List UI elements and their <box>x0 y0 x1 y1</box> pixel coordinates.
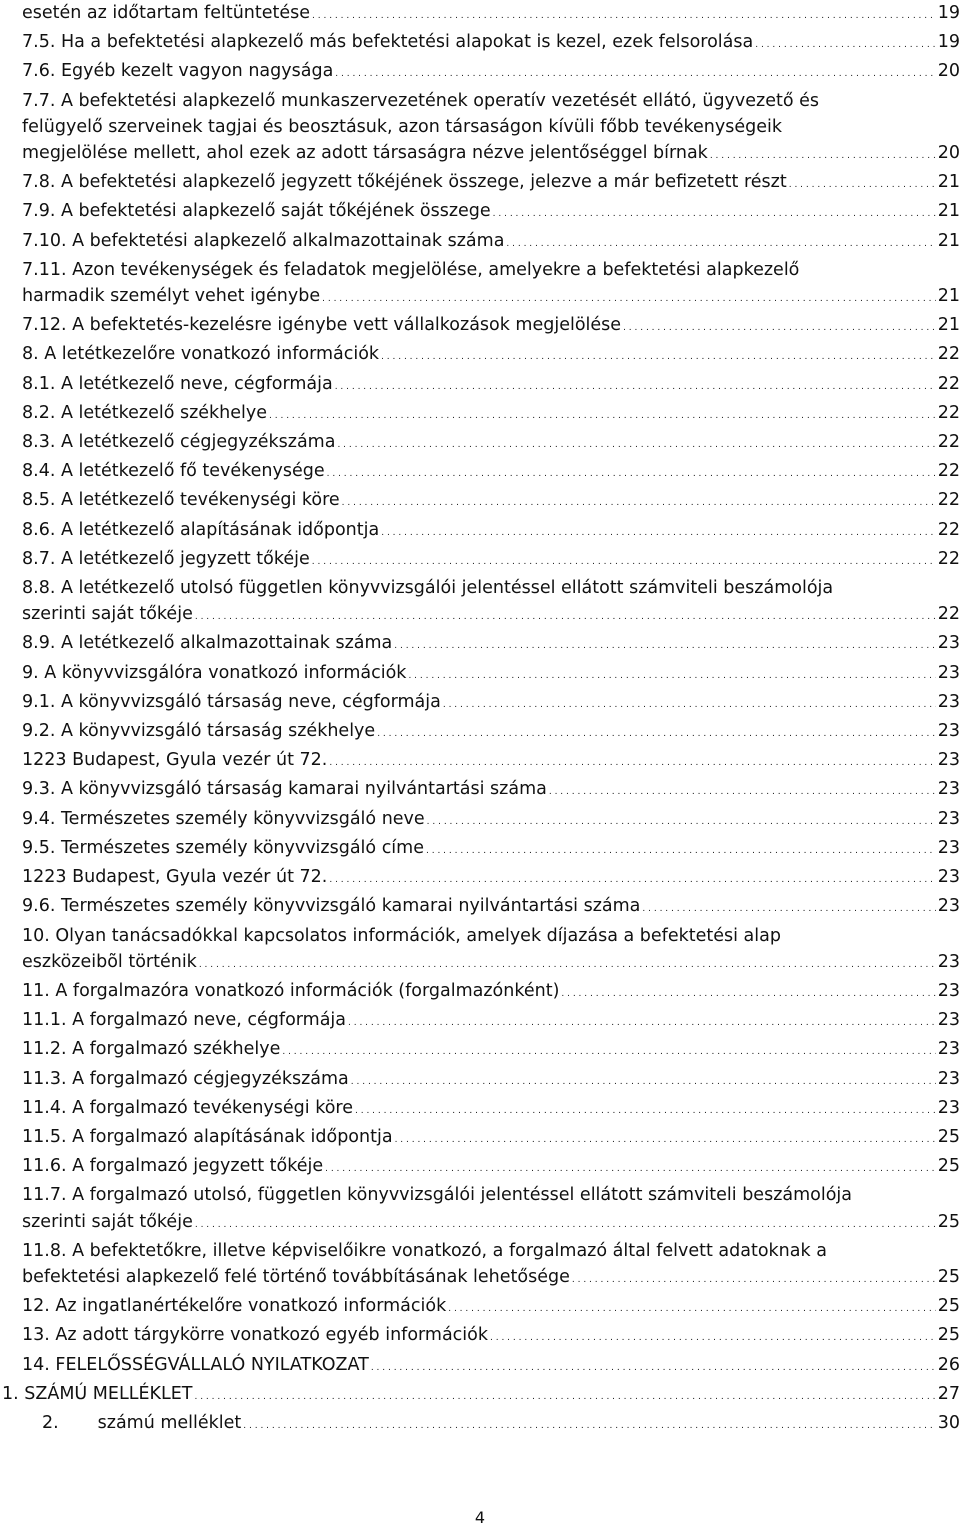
dot-leader <box>199 949 936 978</box>
toc-entry-title: 8.3. A letétkezelő cégjegyzékszáma <box>22 432 336 453</box>
toc-entry[interactable] <box>22 58 960 87</box>
dot-leader <box>322 283 936 312</box>
toc-page-number: 25 <box>937 1266 960 1287</box>
toc-page-number: 25 <box>937 1126 960 1147</box>
toc-entry-title: 1223 Budapest, Gyula vezér út 72. <box>22 750 328 771</box>
toc-entry-title: 9.4. Természetes személy könyvvizsgáló neve <box>22 808 425 829</box>
dot-leader <box>549 776 936 805</box>
toc-page-number: 23 <box>937 808 960 829</box>
toc-entry[interactable] <box>22 575 960 630</box>
toc-entry-title: 11.3. A forgalmazó cégjegyzékszáma <box>22 1068 349 1089</box>
toc-entry[interactable] <box>22 630 960 659</box>
toc-entry-text-line: 11.8. A befektetőkre, illetve képviselőikre vonatkozó, a forgalmazó által felvett adatoknak a <box>22 1240 827 1261</box>
toc-page-number: 22 <box>937 604 960 625</box>
page-number: 4 <box>474 1508 486 1527</box>
toc-page-number: 25 <box>937 1296 960 1317</box>
toc-entry-title: 8.2. A letétkezelő székhelye <box>22 402 268 423</box>
toc-entry[interactable] <box>22 1066 960 1095</box>
toc-page-number: 22 <box>937 490 960 511</box>
toc-entry[interactable] <box>22 429 960 458</box>
toc-page-number: 23 <box>937 691 960 712</box>
dot-leader <box>195 1209 936 1238</box>
toc-entry-title: 12. Az ingatlanértékelőre vonatkozó információk <box>22 1296 447 1317</box>
toc-page-number: 22 <box>937 373 960 394</box>
toc-entry[interactable] <box>22 198 960 227</box>
toc-entry[interactable] <box>22 660 960 689</box>
toc-entry[interactable] <box>2 1381 960 1410</box>
toc-entry[interactable] <box>22 689 960 718</box>
dot-leader <box>337 429 935 458</box>
dot-leader <box>312 0 936 29</box>
toc-entry[interactable] <box>22 864 960 893</box>
dot-leader <box>642 893 935 922</box>
toc-entry[interactable] <box>22 1153 960 1182</box>
toc-page-number: 23 <box>937 1097 960 1118</box>
toc-entry-title: megjelölése mellett, ahol ezek az adott társaságra nézve jelentőséggel bírnak <box>22 143 708 164</box>
toc-page-number: 21 <box>937 315 960 336</box>
dot-leader <box>394 630 935 659</box>
toc-page-number: 27 <box>937 1383 960 1404</box>
dot-leader <box>493 198 936 227</box>
toc-entry-title: 11. A forgalmazóra vonatkozó információk (forgalmazónként) <box>22 980 560 1001</box>
dot-leader <box>506 228 935 257</box>
toc-page-number: 23 <box>937 837 960 858</box>
toc-entry[interactable] <box>22 0 960 29</box>
toc-entry[interactable] <box>22 546 960 575</box>
toc-entry-title: harmadik személyt vehet igénybe <box>22 286 321 307</box>
toc-entry[interactable] <box>22 893 960 922</box>
toc-page-number: 22 <box>937 432 960 453</box>
dot-leader <box>443 689 936 718</box>
toc-page-number: 23 <box>937 633 960 654</box>
toc-entry[interactable] <box>22 776 960 805</box>
toc-page-number: 30 <box>937 1412 960 1433</box>
toc-entry[interactable] <box>42 1410 960 1439</box>
toc-entry[interactable] <box>22 718 960 747</box>
toc-entry[interactable] <box>22 169 960 198</box>
toc-entry[interactable] <box>22 88 960 170</box>
dot-leader <box>243 1410 935 1439</box>
toc-entry-title: esetén az időtartam feltüntetése <box>22 3 311 23</box>
toc-entry-title: 9.2. A könyvvizsgáló társaság székhelye <box>22 721 376 742</box>
dot-leader <box>381 341 936 370</box>
toc-page-number: 20 <box>937 61 960 82</box>
toc-entry[interactable] <box>22 747 960 776</box>
dot-leader <box>426 835 936 864</box>
toc-page-number: 21 <box>937 230 960 251</box>
toc-entry[interactable] <box>22 1036 960 1065</box>
dot-leader <box>710 140 936 169</box>
toc-page-number: 21 <box>937 172 960 193</box>
toc-entry-title: 9.1. A könyvvizsgáló társaság neve, cégformája <box>22 691 441 712</box>
toc-entry[interactable] <box>22 1238 960 1293</box>
toc-entry[interactable] <box>22 257 960 312</box>
toc-entry[interactable] <box>22 1293 960 1322</box>
dot-leader <box>329 747 935 776</box>
toc-entry-title: 7.8. A befektetési alapkezelő jegyzett tőkéjének összege, jelezve a már befizetett részt <box>22 172 787 193</box>
toc-entry-title: 1. SZÁMÚ MELLÉKLET <box>2 1383 193 1404</box>
toc-entry-title: 9.6. Természetes személy könyvvizsgáló kamarai nyilvántartási száma <box>22 896 641 917</box>
toc-entry-title: 7.6. Egyéb kezelt vagyon nagysága <box>22 61 334 82</box>
toc-entry-text-line: 10. Olyan tanácsadókkal kapcsolatos információk, amelyek díjazása a befektetési alap <box>22 925 781 946</box>
toc-entry-title: szerinti saját tőkéje <box>22 1211 193 1232</box>
toc-entry[interactable] <box>22 923 960 978</box>
toc-entry-title: 7.10. A befektetési alapkezelő alkalmazottainak száma <box>22 230 505 251</box>
dot-leader <box>194 1381 935 1410</box>
toc-page-number: 23 <box>937 980 960 1001</box>
dot-leader <box>789 169 936 198</box>
dot-leader <box>329 864 935 893</box>
toc-entry-title: 8. A letétkezelőre vonatkozó információk <box>22 344 380 365</box>
toc-entry-title: 8.1. A letétkezelő neve, cégformája <box>22 373 333 394</box>
toc-entry-text-line: felügyelő szerveinek tagjai és beosztásuk, azon társaságon kívüli főbb tevékenységeik <box>22 116 782 137</box>
toc-entry-text-line: 8.8. A letétkezelő utolsó független könyvvizsgálói jelentéssel ellátott számviteli beszámolója <box>22 578 834 599</box>
toc-page-number: 26 <box>937 1354 960 1375</box>
toc-entry[interactable] <box>22 1322 960 1351</box>
toc-entry-text-line: 11.7. A forgalmazó utolsó, független könyvvizsgálói jelentéssel ellátott számviteli beszámolója <box>22 1185 853 1206</box>
toc-entry[interactable] <box>22 371 960 400</box>
toc-entry-title: 9.5. Természetes személy könyvvizsgáló címe <box>22 837 424 858</box>
toc-entry-title: 11.6. A forgalmazó jegyzett tőkéje <box>22 1156 324 1177</box>
toc-page-number: 19 <box>937 32 960 53</box>
dot-leader <box>348 1007 936 1036</box>
dot-leader <box>269 400 936 429</box>
toc-page-number: 22 <box>937 344 960 365</box>
toc-entry-title: eszközeibõl történik <box>22 951 197 972</box>
toc-entry-title: 1223 Budapest, Gyula vezér út 72. <box>22 867 328 888</box>
toc-entry-title: 8.4. A letétkezelő fő tevékenysége <box>22 461 325 482</box>
toc-entry-title: 11.4. A forgalmazó tevékenységi köre <box>22 1097 353 1118</box>
toc-entry[interactable] <box>22 312 960 341</box>
toc-entry-title: 9. A könyvvizsgálóra vonatkozó információk <box>22 662 407 683</box>
toc-entry-title: 8.6. A letétkezelő alapításának időpontja <box>22 519 380 540</box>
toc-page-number: 20 <box>937 143 960 164</box>
toc-entry[interactable] <box>22 835 960 864</box>
toc-page-number: 22 <box>937 548 960 569</box>
toc-entry[interactable] <box>22 517 960 546</box>
toc-entry[interactable] <box>22 487 960 516</box>
toc-entry-title: 14. FELELŐSSÉGVÁLLALÓ NYILATKOZAT <box>22 1354 369 1375</box>
toc-entry-title: 7.12. A befektetés-kezelésre igénybe vett vállalkozások megjelölése <box>22 315 622 336</box>
dot-leader <box>371 1352 936 1381</box>
toc-entry[interactable] <box>22 400 960 429</box>
dot-leader <box>427 806 936 835</box>
dot-leader <box>377 718 936 747</box>
toc-entry-title: 11.2. A forgalmazó székhelye <box>22 1039 281 1060</box>
toc-page-number: 23 <box>937 1039 960 1060</box>
toc-entry[interactable] <box>22 1182 960 1237</box>
toc-page-number: 21 <box>937 286 960 307</box>
toc-page-number: 23 <box>937 721 960 742</box>
toc-entry-title: szerinti saját tőkéje <box>22 604 193 625</box>
dot-leader <box>490 1322 936 1351</box>
dot-leader <box>448 1293 935 1322</box>
toc-entry[interactable] <box>22 341 960 370</box>
dot-leader <box>395 1124 936 1153</box>
dot-leader <box>195 601 936 630</box>
toc-entry[interactable] <box>22 1124 960 1153</box>
toc-entry[interactable] <box>22 806 960 835</box>
dot-leader <box>342 487 936 516</box>
toc-entry-title: 2. számú melléklet <box>42 1412 242 1433</box>
toc-entry[interactable] <box>22 228 960 257</box>
toc-page-number: 25 <box>937 1325 960 1346</box>
dot-leader <box>561 978 935 1007</box>
toc-entry-title: befektetési alapkezelő felé történő továbbításának lehetősége <box>22 1266 570 1287</box>
toc-page-number: 23 <box>937 662 960 683</box>
toc-page-number: 22 <box>937 461 960 482</box>
toc-page-number: 25 <box>937 1156 960 1177</box>
toc-entry[interactable] <box>22 978 960 1007</box>
toc-page-number: 19 <box>937 3 960 23</box>
toc-entry-title: 8.9. A letétkezelő alkalmazottainak száma <box>22 633 393 654</box>
dot-leader <box>408 660 935 689</box>
toc-page-number: 23 <box>937 779 960 800</box>
dot-leader <box>325 1153 936 1182</box>
dot-leader <box>381 517 935 546</box>
toc-entry-text-line: 7.7. A befektetési alapkezelő munkaszervezetének operatív vezetését ellátó, ügyvezető és <box>22 90 820 111</box>
toc-page-number: 25 <box>937 1211 960 1232</box>
toc-page-number: 23 <box>937 867 960 888</box>
dot-leader <box>327 458 936 487</box>
toc-entry-title: 7.9. A befektetési alapkezelő saját tőkéjének összege <box>22 201 491 222</box>
toc-entry-title: 8.5. A letétkezelő tevékenységi köre <box>22 490 340 511</box>
toc-entry[interactable] <box>22 1095 960 1124</box>
dot-leader <box>282 1036 935 1065</box>
toc-page-number: 22 <box>937 402 960 423</box>
table-of-contents <box>2 0 960 1439</box>
toc-page-number: 23 <box>937 1068 960 1089</box>
toc-entry-title: 11.5. A forgalmazó alapításának időpontja <box>22 1126 393 1147</box>
toc-entry-text-line: 7.11. Azon tevékenységek és feladatok megjelölése, amelyekre a befektetési alapkezelő <box>22 259 800 280</box>
toc-page-number: 23 <box>937 1010 960 1031</box>
toc-entry[interactable] <box>22 29 960 58</box>
toc-entry[interactable] <box>22 1352 960 1381</box>
dot-leader <box>335 58 935 87</box>
dot-leader <box>755 29 935 58</box>
toc-entry[interactable] <box>22 458 960 487</box>
dot-leader <box>351 1066 936 1095</box>
dot-leader <box>572 1264 936 1293</box>
toc-entry[interactable] <box>22 1007 960 1036</box>
toc-page-number: 23 <box>937 896 960 917</box>
toc-page-number: 23 <box>937 750 960 771</box>
dot-leader <box>623 312 936 341</box>
toc-entry-title: 11.1. A forgalmazó neve, cégformája <box>22 1010 347 1031</box>
toc-entry-title: 13. Az adott tárgykörre vonatkozó egyéb információk <box>22 1325 489 1346</box>
dot-leader <box>312 546 936 575</box>
dot-leader <box>355 1095 936 1124</box>
toc-entry-title: 8.7. A letétkezelő jegyzett tőkéje <box>22 548 310 569</box>
toc-page-number: 21 <box>937 201 960 222</box>
toc-page-number: 23 <box>937 951 960 972</box>
dot-leader <box>335 371 936 400</box>
toc-page-number: 22 <box>937 519 960 540</box>
toc-entry-title: 9.3. A könyvvizsgáló társaság kamarai nyilvántartási száma <box>22 779 547 800</box>
toc-entry-title: 7.5. Ha a befektetési alapkezelő más befektetési alapokat is kezel, ezek felsorolása <box>22 32 754 53</box>
